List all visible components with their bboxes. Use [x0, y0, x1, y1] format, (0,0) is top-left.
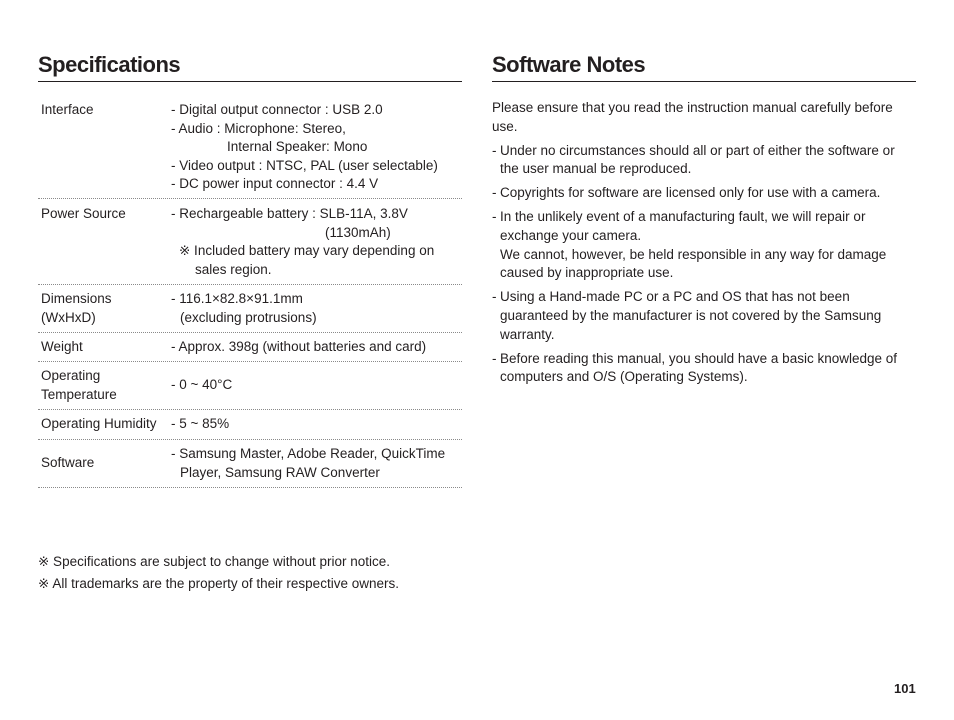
bullet-dash: - — [492, 289, 497, 305]
software-note-bullet — [492, 350, 916, 387]
spec-value-line: - 116.1×82.8×91.1mm — [171, 290, 303, 306]
spec-values — [171, 410, 462, 439]
spec-value-line: - Approx. 398g (without batteries and card) — [171, 338, 427, 354]
spec-row-dimensions — [38, 285, 462, 333]
specifications-notes — [38, 551, 399, 595]
spec-value-line: - DC power input connector : 4.4 V — [171, 176, 379, 192]
bullet-dash: - — [492, 185, 497, 201]
specifications-table — [38, 95, 462, 488]
page-number: 101 — [894, 681, 916, 696]
spec-row-weight — [38, 333, 462, 362]
spec-value-line: Internal Speaker: Mono — [227, 139, 368, 155]
spec-label — [41, 199, 171, 284]
spec-value-line: - Digital output connector : USB 2.0 — [171, 102, 383, 117]
spec-values — [171, 285, 462, 332]
bullet-line: Under no circumstances should all or part of either the software or — [500, 142, 895, 158]
spec-label — [41, 285, 171, 332]
spec-label — [41, 440, 171, 487]
spec-label-line: Software — [41, 455, 95, 471]
spec-label-line: Operating Humidity — [41, 416, 157, 432]
bullet-line: exchange your camera. — [500, 228, 642, 244]
bullet-dash: - — [492, 142, 497, 158]
spec-label-line: Power Source — [41, 206, 126, 221]
spec-label-line: (WxHxD) — [41, 309, 96, 325]
software-notes-body — [492, 99, 916, 392]
spec-value-line: - Rechargeable battery : SLB-11A, 3.8V — [171, 206, 408, 221]
spec-values — [171, 440, 462, 487]
spec-value-line: - Audio : Microphone: Stereo, — [171, 120, 346, 136]
intro-line: use. — [492, 118, 518, 134]
spec-row-software — [38, 440, 462, 488]
spec-value-line: Player, Samsung RAW Converter — [180, 464, 380, 480]
bullet-line: caused by inappropriate use. — [500, 265, 674, 281]
spec-values — [171, 333, 462, 361]
bullet-line: Before reading this manual, you should have a basic knowledge of — [500, 350, 898, 366]
spec-value-line: - Video output : NTSC, PAL (user selectable) — [171, 157, 438, 173]
spec-label-line: Interface — [41, 102, 94, 117]
bullet-dash: - — [492, 209, 497, 225]
bullet-line: computers and O/S (Operating Systems). — [500, 369, 748, 385]
spec-row-interface — [38, 95, 462, 199]
bullet-line: In the unlikely event of a manufacturing fault, we will repair or — [500, 209, 866, 225]
spec-values — [171, 362, 462, 409]
spec-label — [41, 95, 171, 198]
software-note-bullet — [492, 208, 916, 282]
spec-value-line: (1130mAh) — [325, 224, 391, 240]
bullet-dash: - — [492, 350, 497, 366]
bullet-line: the user manual be reproduced. — [500, 161, 692, 177]
software-notes-intro — [492, 99, 916, 136]
bullet-line: guaranteed by the manufacturer is not covered by the Samsung — [500, 307, 882, 323]
spec-label-line: Weight — [41, 338, 83, 354]
spec-row-power-source — [38, 199, 462, 285]
spec-label-line: Temperature — [41, 386, 117, 402]
spec-label — [41, 362, 171, 409]
spec-values — [171, 199, 462, 284]
spec-label — [41, 333, 171, 361]
bullet-line: We cannot, however, be held responsible in any way for damage — [500, 246, 887, 262]
bullet-line: Using a Hand-made PC or a PC and OS that has not been — [500, 289, 850, 305]
spec-value-line: sales region. — [195, 261, 272, 277]
software-note-bullet — [492, 142, 916, 179]
software-note-bullet — [492, 184, 916, 203]
spec-label-line: Operating — [41, 367, 101, 383]
spec-note: ※ All trademarks are the property of their respective owners. — [38, 576, 399, 591]
spec-value-line: - 0 ~ 40°C — [171, 377, 233, 393]
spec-row-operating-humidity — [38, 410, 462, 440]
spec-value-line: (excluding protrusions) — [180, 309, 317, 325]
bullet-line: Copyrights for software are licensed only for use with a camera. — [500, 185, 881, 201]
specifications-heading: Specifications — [38, 51, 462, 82]
spec-value-line: - 5 ~ 85% — [171, 416, 230, 432]
spec-label-line: Dimensions — [41, 290, 112, 306]
spec-values — [171, 95, 462, 198]
spec-row-operating-temperature — [38, 362, 462, 410]
software-note-bullet — [492, 288, 916, 344]
spec-label — [41, 410, 171, 439]
spec-note: ※ Specifications are subject to change without prior notice. — [38, 554, 391, 569]
software-notes-heading: Software Notes — [492, 51, 916, 82]
intro-line: Please ensure that you read the instruction manual carefully before — [492, 100, 893, 115]
spec-value-line: - Samsung Master, Adobe Reader, QuickTime — [171, 445, 446, 461]
bullet-line: warranty. — [500, 326, 555, 342]
spec-value-line: ※ Included battery may vary depending on — [179, 243, 435, 259]
